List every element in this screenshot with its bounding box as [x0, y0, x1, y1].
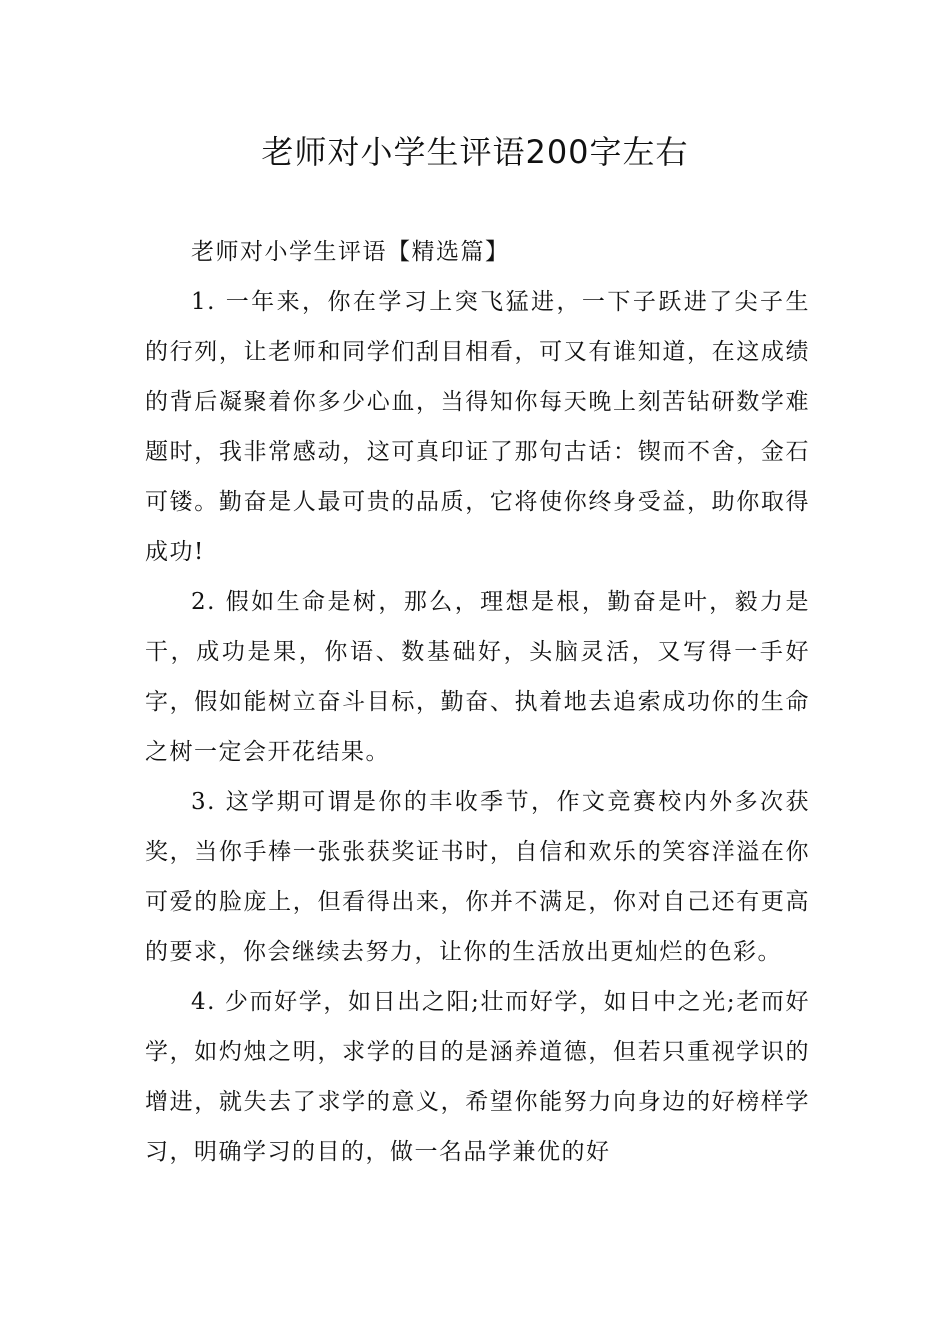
document-body — [145, 227, 810, 1177]
paragraph-1: 1. 一年来，你在学习上突飞猛进，一下子跃进了尖子生的行列，让老师和同学们刮目相看，可又有谁知道，在这成绩的背后凝聚着你多少心血，当得知你每天晚上刻苦钻研数学难题时，我非常感动，这可真印证了那句古话：锲而不舍，金石可镂。勤奋是人最可贵的品质，它将使你终身受益，助你取得成功! — [145, 289, 810, 565]
document-title: 老师对小学生评语200字左右 — [261, 133, 689, 171]
paragraph-4: 4. 少而好学，如日出之阳;壮而好学，如日中之光;老而好学，如灼烛之明，求学的目的是涵养道德，但若只重视学识的增进，就失去了求学的意义，希望你能努力向身边的好榜样学习，明确学习的目的，做一名品学兼优的好 — [145, 989, 810, 1165]
paragraph-2: 2. 假如生命是树，那么，理想是根，勤奋是叶，毅力是干，成功是果，你语、数基础好，头脑灵活，又写得一手好字，假如能树立奋斗目标，勤奋、执着地去追索成功你的生命之树一定会开花结果。 — [145, 589, 810, 765]
paragraph-3: 3. 这学期可谓是你的丰收季节，作文竞赛校内外多次获奖，当你手棒一张张获奖证书时，自信和欢乐的笑容洋溢在你可爱的脸庞上，但看得出来，你并不满足，你对自己还有更高的要求，你会继续去努力，让你的生活放出更灿烂的色彩。 — [145, 789, 810, 965]
section-heading: 老师对小学生评语【精选篇】 — [191, 239, 510, 265]
